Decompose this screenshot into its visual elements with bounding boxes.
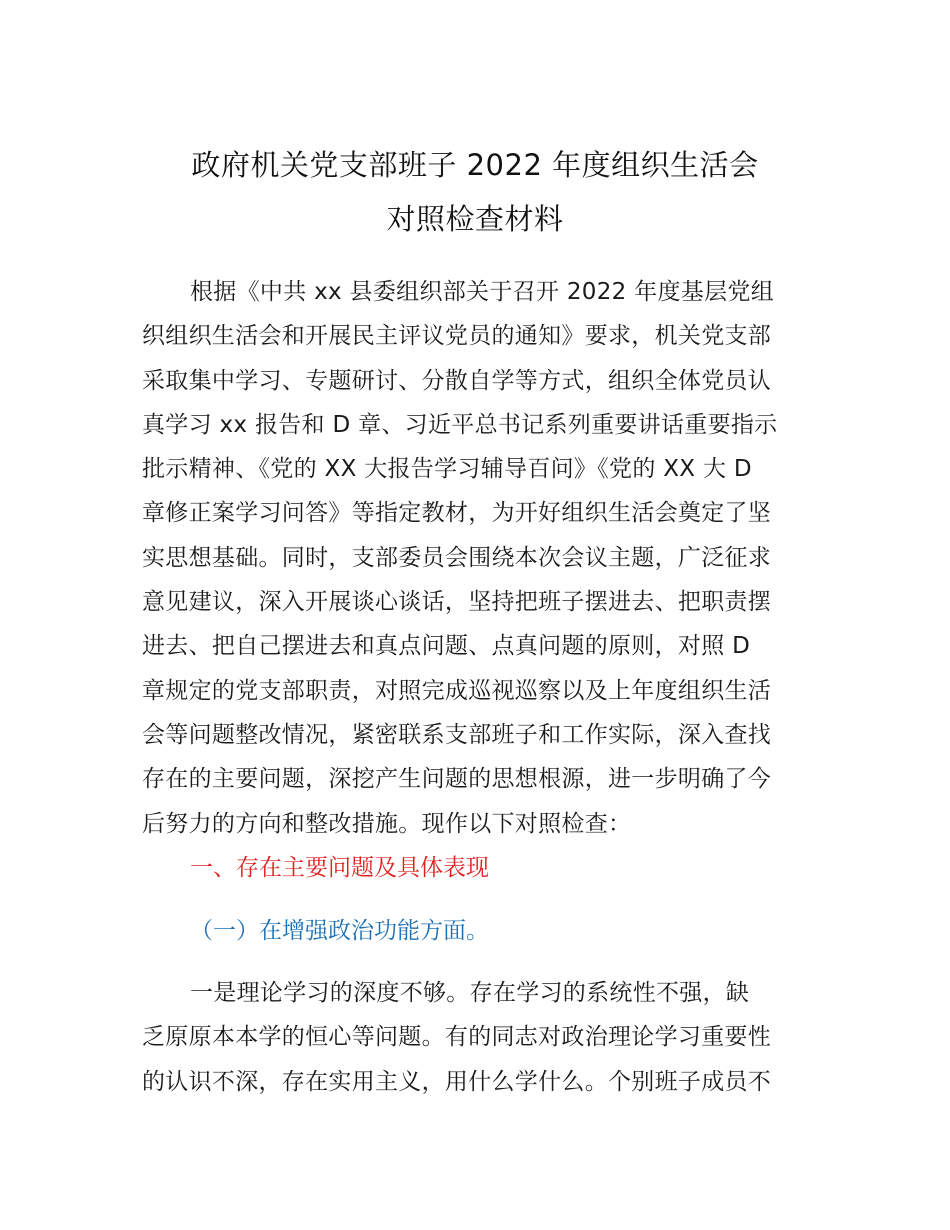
- document-title-line-2: 对照检查材料: [386, 202, 564, 236]
- intro-line: 存在的主要问题，深挖产生问题的思想根源，进一步明确了今: [142, 766, 772, 793]
- intro-line: 采取集中学习、专题研讨、分散自学等方式，组织全体党员认: [142, 367, 772, 394]
- section-heading-1: 一、存在主要问题及具体表现: [190, 855, 489, 881]
- intro-line: 织组织生活会和开展民主评议党员的通知》要求，机关党支部: [142, 323, 772, 350]
- intro-paragraph: [142, 270, 814, 846]
- section-heading-2: （一）在增强政治功能方面。: [190, 918, 489, 944]
- section-line: 一是理论学习的深度不够。存在学习的系统性不强，缺: [190, 980, 750, 1006]
- intro-line: 意见建议，深入开展谈心谈话，坚持把班子摆进去、把职责摆: [142, 589, 772, 616]
- intro-line: 章修正案学习问答》等指定教材，为开好组织生活会奠定了坚: [142, 500, 772, 527]
- intro-line: 后努力的方向和整改措施。现作以下对照检查：: [142, 810, 632, 837]
- section-line: 的认识不深，存在实用主义，用什么学什么。个别班子成员不: [142, 1068, 772, 1095]
- intro-line: 进去、把自己摆进去和真点问题、点真问题的原则，对照 D: [142, 633, 751, 660]
- intro-line: 根据《中共 xx 县委组织部关于召开 2022 年度基层党组: [190, 279, 774, 305]
- section-paragraph: [142, 971, 814, 1104]
- intro-line: 章规定的党支部职责，对照完成巡视巡察以及上年度组织生活: [142, 677, 772, 704]
- section-line: 乏原原本本学的恒心等问题。有的同志对政治理论学习重要性: [142, 1024, 772, 1051]
- intro-line: 真学习 xx 报告和 D 章、习近平总书记系列重要讲话重要指示: [142, 411, 778, 438]
- intro-line: 实思想基础。同时，支部委员会围绕本次会议主题，广泛征求: [142, 544, 772, 571]
- intro-line: 批示精神、《党的 XX 大报告学习辅导百问》《党的 XX 大 D: [142, 456, 752, 483]
- document-title-line-1: 政府机关党支部班子 2022 年度组织生活会: [191, 148, 759, 182]
- intro-line: 会等问题整改情况，紧密联系支部班子和工作实际，深入查找: [142, 721, 772, 748]
